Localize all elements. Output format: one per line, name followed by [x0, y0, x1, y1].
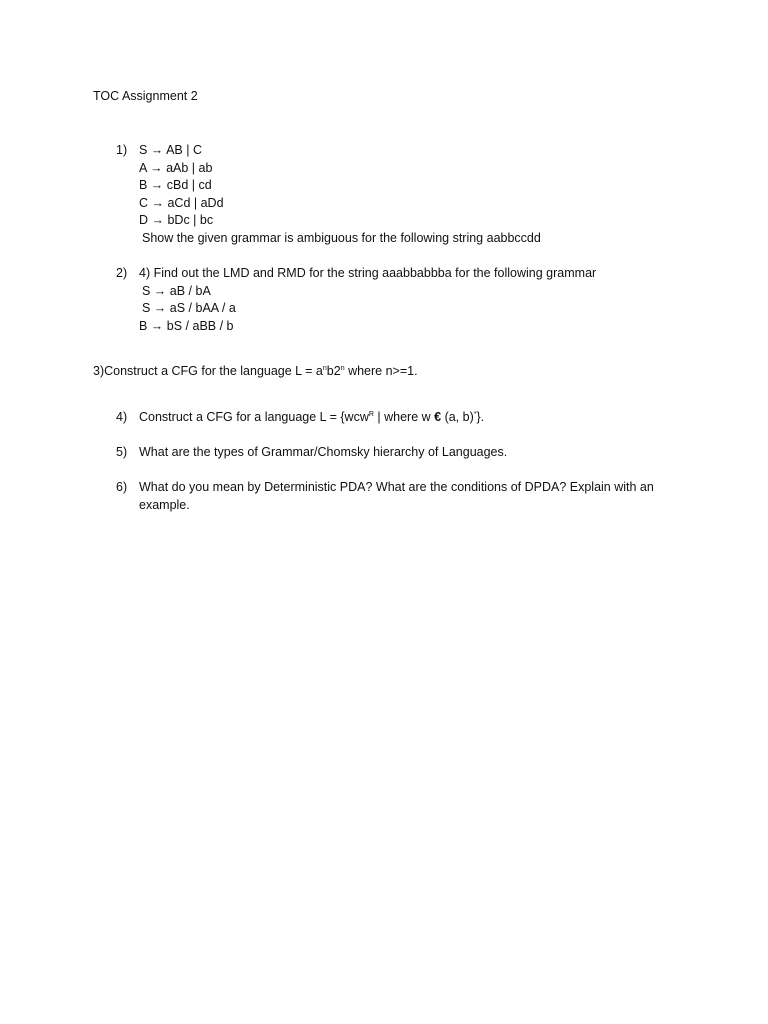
question-text: (a, b)	[441, 410, 474, 424]
superscript: n	[340, 365, 345, 372]
question-number: 4)	[116, 410, 128, 424]
question-text: where n>=1.	[344, 364, 418, 378]
question-text: b2	[326, 364, 341, 378]
grammar-rule: A → aAb | ab	[139, 160, 213, 175]
question-text-line	[139, 409, 676, 427]
question-4	[116, 409, 676, 427]
question-text: Construct a CFG for a language L = {wcw	[139, 410, 369, 424]
grammar-rule: B → bS / aBB / b	[139, 318, 234, 333]
question-number: 5)	[116, 445, 128, 459]
euro-symbol: €	[434, 410, 442, 424]
grammar-rule: B → cBd | cd	[139, 178, 212, 192]
question-text: What do you mean by Deterministic PDA? What are the conditions of DPDA? Explain with an example.	[139, 480, 654, 512]
question-number: 6)	[116, 480, 128, 494]
question-3	[93, 363, 418, 381]
question-6	[116, 479, 676, 514]
question-body	[139, 265, 676, 335]
grammar-rule: C → aCd | aDd	[139, 195, 224, 210]
grammar-rule: S → aB / bA	[142, 283, 211, 298]
question-body	[139, 142, 676, 247]
grammar-rule: D → bDc | bc	[139, 213, 214, 227]
document-title: TOC Assignment 2	[93, 89, 198, 103]
question-body	[139, 409, 676, 427]
question-number: 1)	[116, 143, 128, 157]
question-2	[116, 265, 676, 335]
question-heading: 4) Find out the LMD and RMD for the string aaabbabbba for the following grammar	[139, 266, 597, 280]
question-5	[116, 444, 676, 462]
question-prompt: Show the given grammar is ambiguous for the following string aabbccdd	[142, 230, 541, 245]
question-text: 3)Construct a CFG for the language L = a	[93, 364, 323, 378]
question-body	[139, 444, 676, 462]
question-body	[139, 479, 676, 514]
question-text: What are the types of Grammar/Chomsky hierarchy of Languages.	[139, 445, 508, 459]
superscript: *	[473, 411, 477, 418]
superscript: n	[322, 365, 327, 372]
question-text: }.	[476, 410, 485, 424]
grammar-rule: S → AB | C	[139, 143, 202, 157]
question-number: 2)	[116, 266, 128, 280]
question-text: | where w	[373, 410, 435, 424]
grammar-rule: S → aS / bAA / a	[142, 301, 236, 315]
question-1	[116, 142, 676, 247]
superscript: R	[368, 411, 374, 418]
